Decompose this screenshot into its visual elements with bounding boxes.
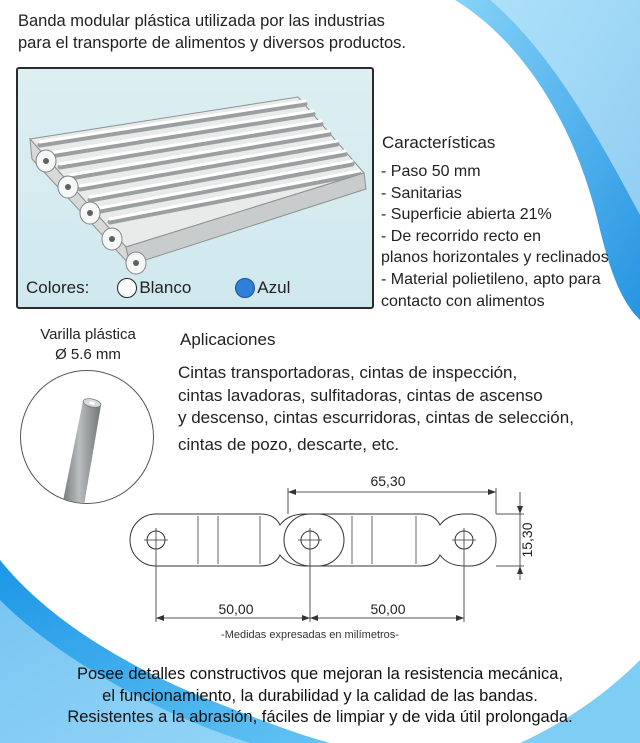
dimension-left-label: 50,00	[218, 601, 254, 617]
modular-belt-illustration	[18, 69, 372, 307]
feature-item: planos horizontales y reclinados	[381, 249, 609, 267]
applications-line: y descenso, cintas escurridoras, cintas de selección,	[178, 408, 574, 427]
footer-line-3: Resistentes a la abrasión, fáciles de limpiar y de vida útil prolongada.	[67, 708, 573, 726]
applications-line: cintas de pozo, descarte, etc.	[178, 434, 400, 454]
feature-item: contacto con alimentos	[381, 292, 545, 310]
blue-color-label: Azul	[257, 278, 291, 297]
product-image-panel	[16, 67, 374, 309]
footer-line-1: Posee detalles constructivos que mejoran la resistencia mecánica,	[76, 665, 564, 683]
footer-line-2: el funcionamiento, la durabilidad y la calidad de las bandas.	[102, 686, 538, 705]
intro-line-1: Banda modular plástica utilizada por las industrias	[18, 12, 385, 30]
feature-item: - De recorrido recto en	[381, 227, 542, 245]
dimension-height-label: 15,30	[519, 522, 535, 558]
dimension-top-label: 65,30	[370, 473, 406, 489]
footer-text	[0, 664, 640, 729]
feature-item: - Superficie abierta 21%	[381, 206, 552, 224]
dimension-right-label: 50,00	[370, 601, 406, 617]
intro-text	[18, 10, 438, 54]
measurement-note: -Medidas expresadas en milímetros-	[221, 629, 399, 641]
color-options	[26, 278, 290, 298]
applications-title: Aplicaciones	[180, 330, 276, 349]
technical-drawing	[120, 470, 540, 650]
feature-item: - Material polietileno, apto para	[381, 270, 601, 288]
white-color-label: Blanco	[139, 278, 192, 297]
applications-line: Cintas transportadoras, cintas de inspección,	[178, 363, 518, 382]
blue-color-radio[interactable]	[235, 278, 255, 298]
feature-item: - Paso 50 mm	[381, 163, 481, 180]
feature-item: - Sanitarias	[381, 184, 462, 202]
rod-label	[20, 325, 156, 365]
features-list	[381, 161, 640, 312]
features-title: Características	[382, 133, 496, 152]
applications-text	[178, 362, 618, 456]
rod-label-name: Varilla plástica	[40, 326, 136, 343]
intro-line-2: para el transporte de alimentos y diversos productos.	[18, 34, 406, 52]
colors-label: Colores:	[26, 278, 90, 297]
white-color-radio[interactable]	[117, 278, 137, 298]
applications-line: cintas lavadoras, sulfitadoras, cintas de ascenso	[178, 385, 543, 405]
rod-label-diameter: Ø 5.6 mm	[55, 346, 121, 363]
